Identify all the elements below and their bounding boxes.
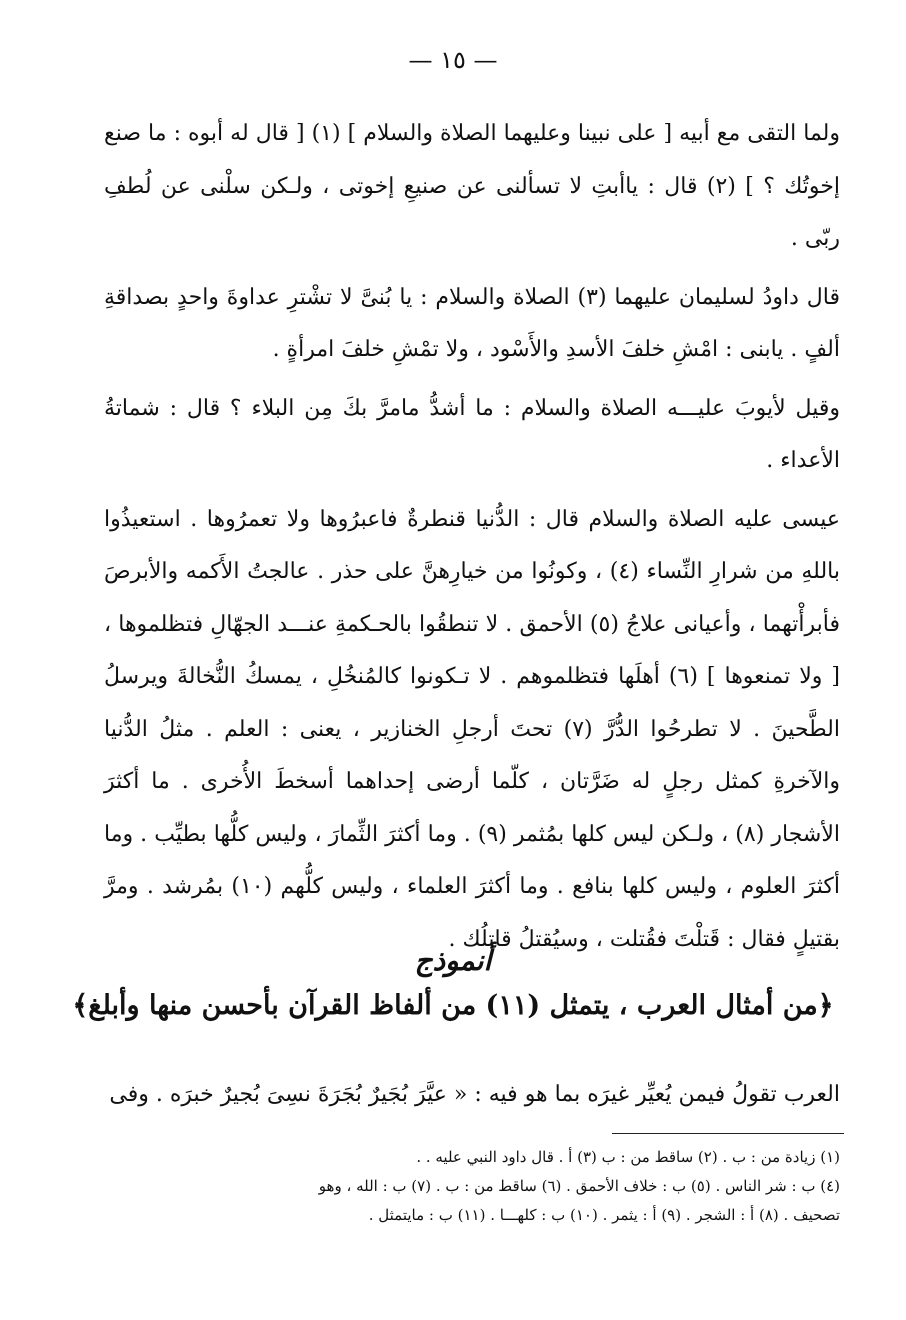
footnote-line: تصحيف . (٨) أ : الشجر . (٩) أ : يثمر . (١٠) ب : كلهـــا . (١١) ب : مايتمثل . [368, 1206, 840, 1224]
paragraph-job: وقيل لأيوبَ عليـــه الصلاة والسلام : ما أشدُّ مامرَّ بكَ مِن البلاء ؟ قال : شماتةُ الأعداء . [104, 395, 840, 473]
section-subtitle: ﴿من أمثال العرب ، يتمثل (١١) من ألفاظ القرآن بأحسن منها وأبلغ﴾ [72, 990, 834, 1021]
body-text [104, 108, 840, 972]
footnote-divider [612, 1133, 844, 1134]
footnote-line: (١) زيادة من : ب . (٢) ساقط من : ب (٣) أ . قال داود النبي عليه . . [416, 1148, 840, 1166]
paragraph-arab-saying: العرب تقولُ فيمن يُعيِّر غيرَه بما هو فيه : « عيَّرَ بُجَيرٌ بُجَرَةَ نسِىَ بُجيرٌ خبرَه . وفى [109, 1082, 840, 1107]
page-number: — ١٥ — [408, 46, 498, 74]
paragraph-jesus: عيسى عليه الصلاة والسلام قال : الدُّنيا قنطرةٌ فاعبرُوها ولا تعمرُوها . استعيذُوا باللهِ من شرارِ النِّساء (٤) ، وكونُوا من خيارِهنَّ على حذر . عالجتُ الأَكمه والأبرصَ فأبرأْتهما ، وأعيانى علاجُ (٥) الأحمق . لا تنطقُوا بالحـكمةِ عنـــد الجهّالِ فتظلموها ، [ ولا تمنعوها ] (٦) أهلَها فتظلموهم . لا تـكونوا كالمُنخُلِ ، يمسكُ النُّخالةَ ويرسلُ الطَّحينَ . لا تطرحُوا الدُّرَّ (٧) تحتَ أرجلِ الخنازير ، يعنى : العلم . مثلُ الدُّنيا والآخرةِ كمثل رجلٍ له ضَرَّتان ، كلّما أرضى إحداهما أسخطَ الأُخرى . ما أكثرَ الأشجار (٨) ، ولـكن ليس كلها بمُثمر (٩) . وما أكثرَ الثِّمارَ ، وليس كلُّها بطيِّب . وما أكثرَ العلوم ، وليس كلها بنافع . وما أكثرَ العلماء ، وليس كلُّهم (١٠) بمُرشد . ومرَّ بقتيلٍ فقال : قَتلْتَ فقُتلت ، وسيُقتلُ قاتلُك . [104, 506, 841, 952]
footnotes [104, 1143, 840, 1230]
section-title: أنموذج [414, 944, 492, 977]
paragraph-david: قال داودُ لسليمان عليهما (٣) الصلاة والسلام : يا بُنىَّ لا تشْترِ عداوةَ واحدٍ بصداقةِ ألفٍ . يابنى : امْشِ خلفَ الأسدِ والأَسْود ، ولا تمْشِ خلفَ امرأةٍ . [104, 284, 840, 362]
paragraph-joseph: ولما التقى مع أبيه [ على نبينا وعليهما الصلاة والسلام ] (١) [ قال له أبوه : ما صنع إخوتُك ؟ ] (٢) قال : ياأبتِ لا تسألنى عن صنيعِ إخوتى ، ولـكن سلْنى عن لُطفِ ربّى . [104, 121, 841, 251]
footnote-line: (٤) ب : شر الناس . (٥) ب : خلاف الأحمق . (٦) ساقط من : ب . (٧) ب : الله ، وهو [318, 1177, 840, 1195]
